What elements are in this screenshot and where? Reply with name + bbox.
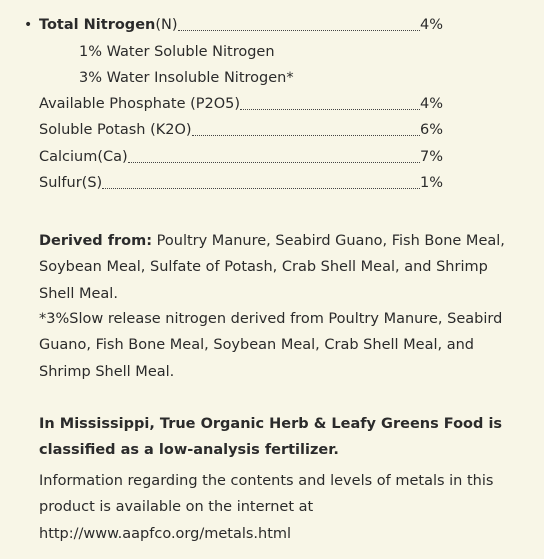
mississippi-heading: In Mississippi, True Organic Herb & Leafy Greens Food is classified as a low-analysis fertilizer. (39, 416, 503, 459)
derived-from-heading: Derived from: (39, 233, 153, 249)
sulfur-row (39, 173, 443, 193)
derived-from-paragraph (39, 228, 519, 307)
calcium-value: 7% (419, 149, 443, 165)
dot-leader (128, 162, 420, 163)
calcium-row (39, 147, 443, 167)
phosphate-row (39, 94, 443, 114)
total-nitrogen-row (39, 15, 443, 35)
phosphate-value: 4% (419, 96, 443, 112)
metals-info-paragraph (39, 468, 519, 547)
dot-leader (102, 188, 420, 189)
total-nitrogen-label: Total Nitrogen (39, 17, 156, 33)
sub-item-water-soluble: 1% Water Soluble Nitrogen (79, 44, 275, 60)
sub-item-water-insoluble: 3% Water Insoluble Nitrogen* (79, 70, 294, 86)
potash-label: Soluble Potash (K2O) (39, 122, 192, 138)
metals-link[interactable]: http://www.aapfco.org/metals.html (39, 525, 292, 542)
sulfur-value: 1% (419, 175, 443, 191)
potash-row (39, 120, 443, 140)
dot-leader (178, 30, 420, 31)
slow-release-footnote: *3%Slow release nitrogen derived from Poultry Manure, Seabird Guano, Fish Bone Meal, Soybean Meal, Crab Shell Meal, and Shrimp Shell Meal. (39, 311, 503, 380)
calcium-label: Calcium(Ca) (39, 149, 128, 165)
bullet-icon: • (24, 17, 33, 33)
total-nitrogen-value: 4% (419, 17, 443, 33)
phosphate-label: Available Phosphate (P2O5) (39, 96, 241, 112)
total-nitrogen-suffix: (N) (155, 17, 178, 33)
dot-leader (192, 135, 420, 136)
dot-leader (240, 109, 420, 110)
potash-value: 6% (419, 122, 443, 138)
sulfur-label: Sulfur(S) (39, 175, 103, 191)
metals-info-text: Information regarding the contents and levels of metals in this product is available on the internet at (39, 473, 494, 516)
derived-from-text: Poultry Manure, Seabird Guano, Fish Bone Meal, Soybean Meal, Sulfate of Potash, Crab Shell Meal, and Shrimp Shell Meal. (39, 233, 505, 302)
